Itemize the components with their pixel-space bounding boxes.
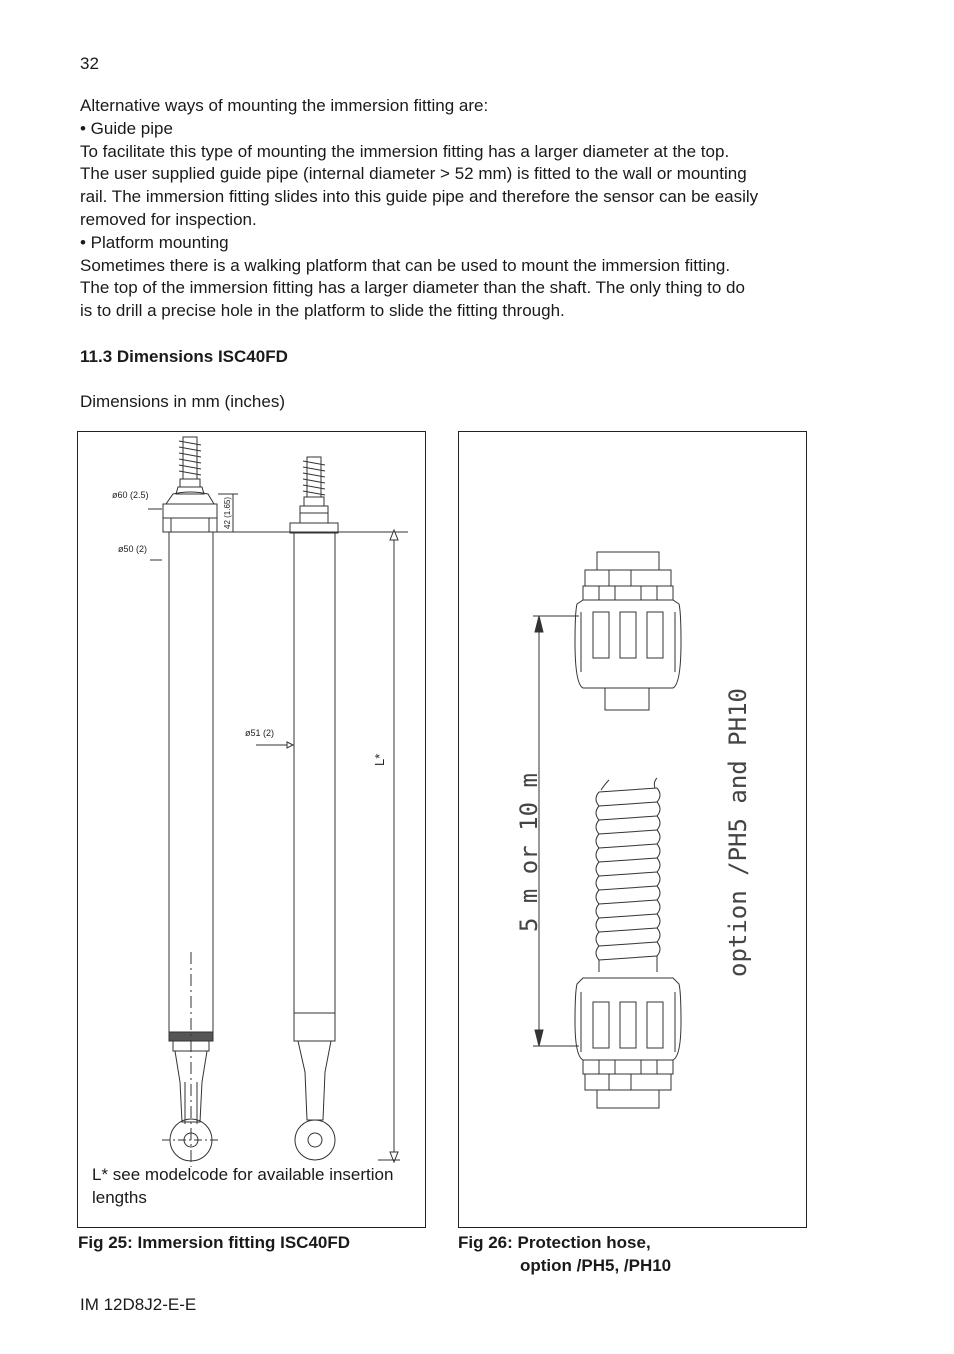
figure-26-frame — [458, 431, 807, 1228]
fig26-caption-line2: option /PH5, /PH10 — [520, 1256, 672, 1275]
hose-option-label: option /PH5 and PH10 — [724, 688, 752, 977]
figure-25-frame — [77, 431, 426, 1228]
guide-pipe-line: rail. The immersion fitting slides into this guide pipe and therefore the sensor can be easily — [80, 187, 759, 207]
hose-length-label: 5 m or 10 m — [515, 773, 543, 932]
dim-label-d50: ø50 (2) — [118, 544, 148, 554]
platform-line: is to drill a precise hole in the platform to slide the fitting through. — [80, 301, 565, 321]
document-code-footer: IM 12D8J2-E-E — [80, 1295, 197, 1314]
dim-label-d51: ø51 (2) — [245, 728, 275, 738]
bullet-platform-mounting: • Platform mounting — [80, 232, 229, 252]
top-hose-connector — [575, 552, 681, 710]
intro-text: Alternative ways of mounting the immersion fitting are: — [80, 96, 489, 115]
corrugated-hose — [596, 778, 660, 972]
bullet-guide-pipe: • Guide pipe — [80, 118, 173, 138]
bottom-hose-connector — [575, 978, 681, 1108]
dim-label-d60: ø60 (2.5) — [112, 490, 149, 500]
right-cable-spring — [303, 457, 325, 497]
guide-pipe-line: The user supplied guide pipe (internal diameter > 52 mm) is fitted to the wall or mounting — [80, 164, 747, 184]
fig26-caption-line1: Fig 26: Protection hose, — [458, 1233, 651, 1252]
dim-label-h42: 42 (1.65) — [223, 496, 232, 529]
guide-pipe-line: To facilitate this type of mounting the immersion fitting has a larger diameter at the top. — [80, 141, 730, 161]
protection-hose-drawing — [459, 432, 808, 1229]
guide-pipe-line: removed for inspection. — [80, 209, 257, 229]
dimensions-note: Dimensions in mm (inches) — [80, 392, 285, 411]
insertion-length-note: L* see modelcode for available insertion lengths — [92, 1165, 394, 1207]
fig25-caption: Fig 25: Immersion fitting ISC40FD — [78, 1233, 351, 1252]
page-number: 32 — [80, 54, 99, 73]
left-cable-spring — [179, 437, 201, 479]
platform-line: Sometimes there is a walking platform that can be used to mount the immersion fitting. — [80, 255, 731, 275]
dim-label-L: L* — [372, 753, 387, 766]
platform-line: The top of the immersion fitting has a larger diameter than the shaft. The only thing to do — [80, 278, 745, 298]
mounting-text — [80, 95, 820, 323]
section-heading: 11.3 Dimensions ISC40FD — [80, 347, 288, 366]
immersion-fitting-drawing — [78, 432, 427, 1229]
